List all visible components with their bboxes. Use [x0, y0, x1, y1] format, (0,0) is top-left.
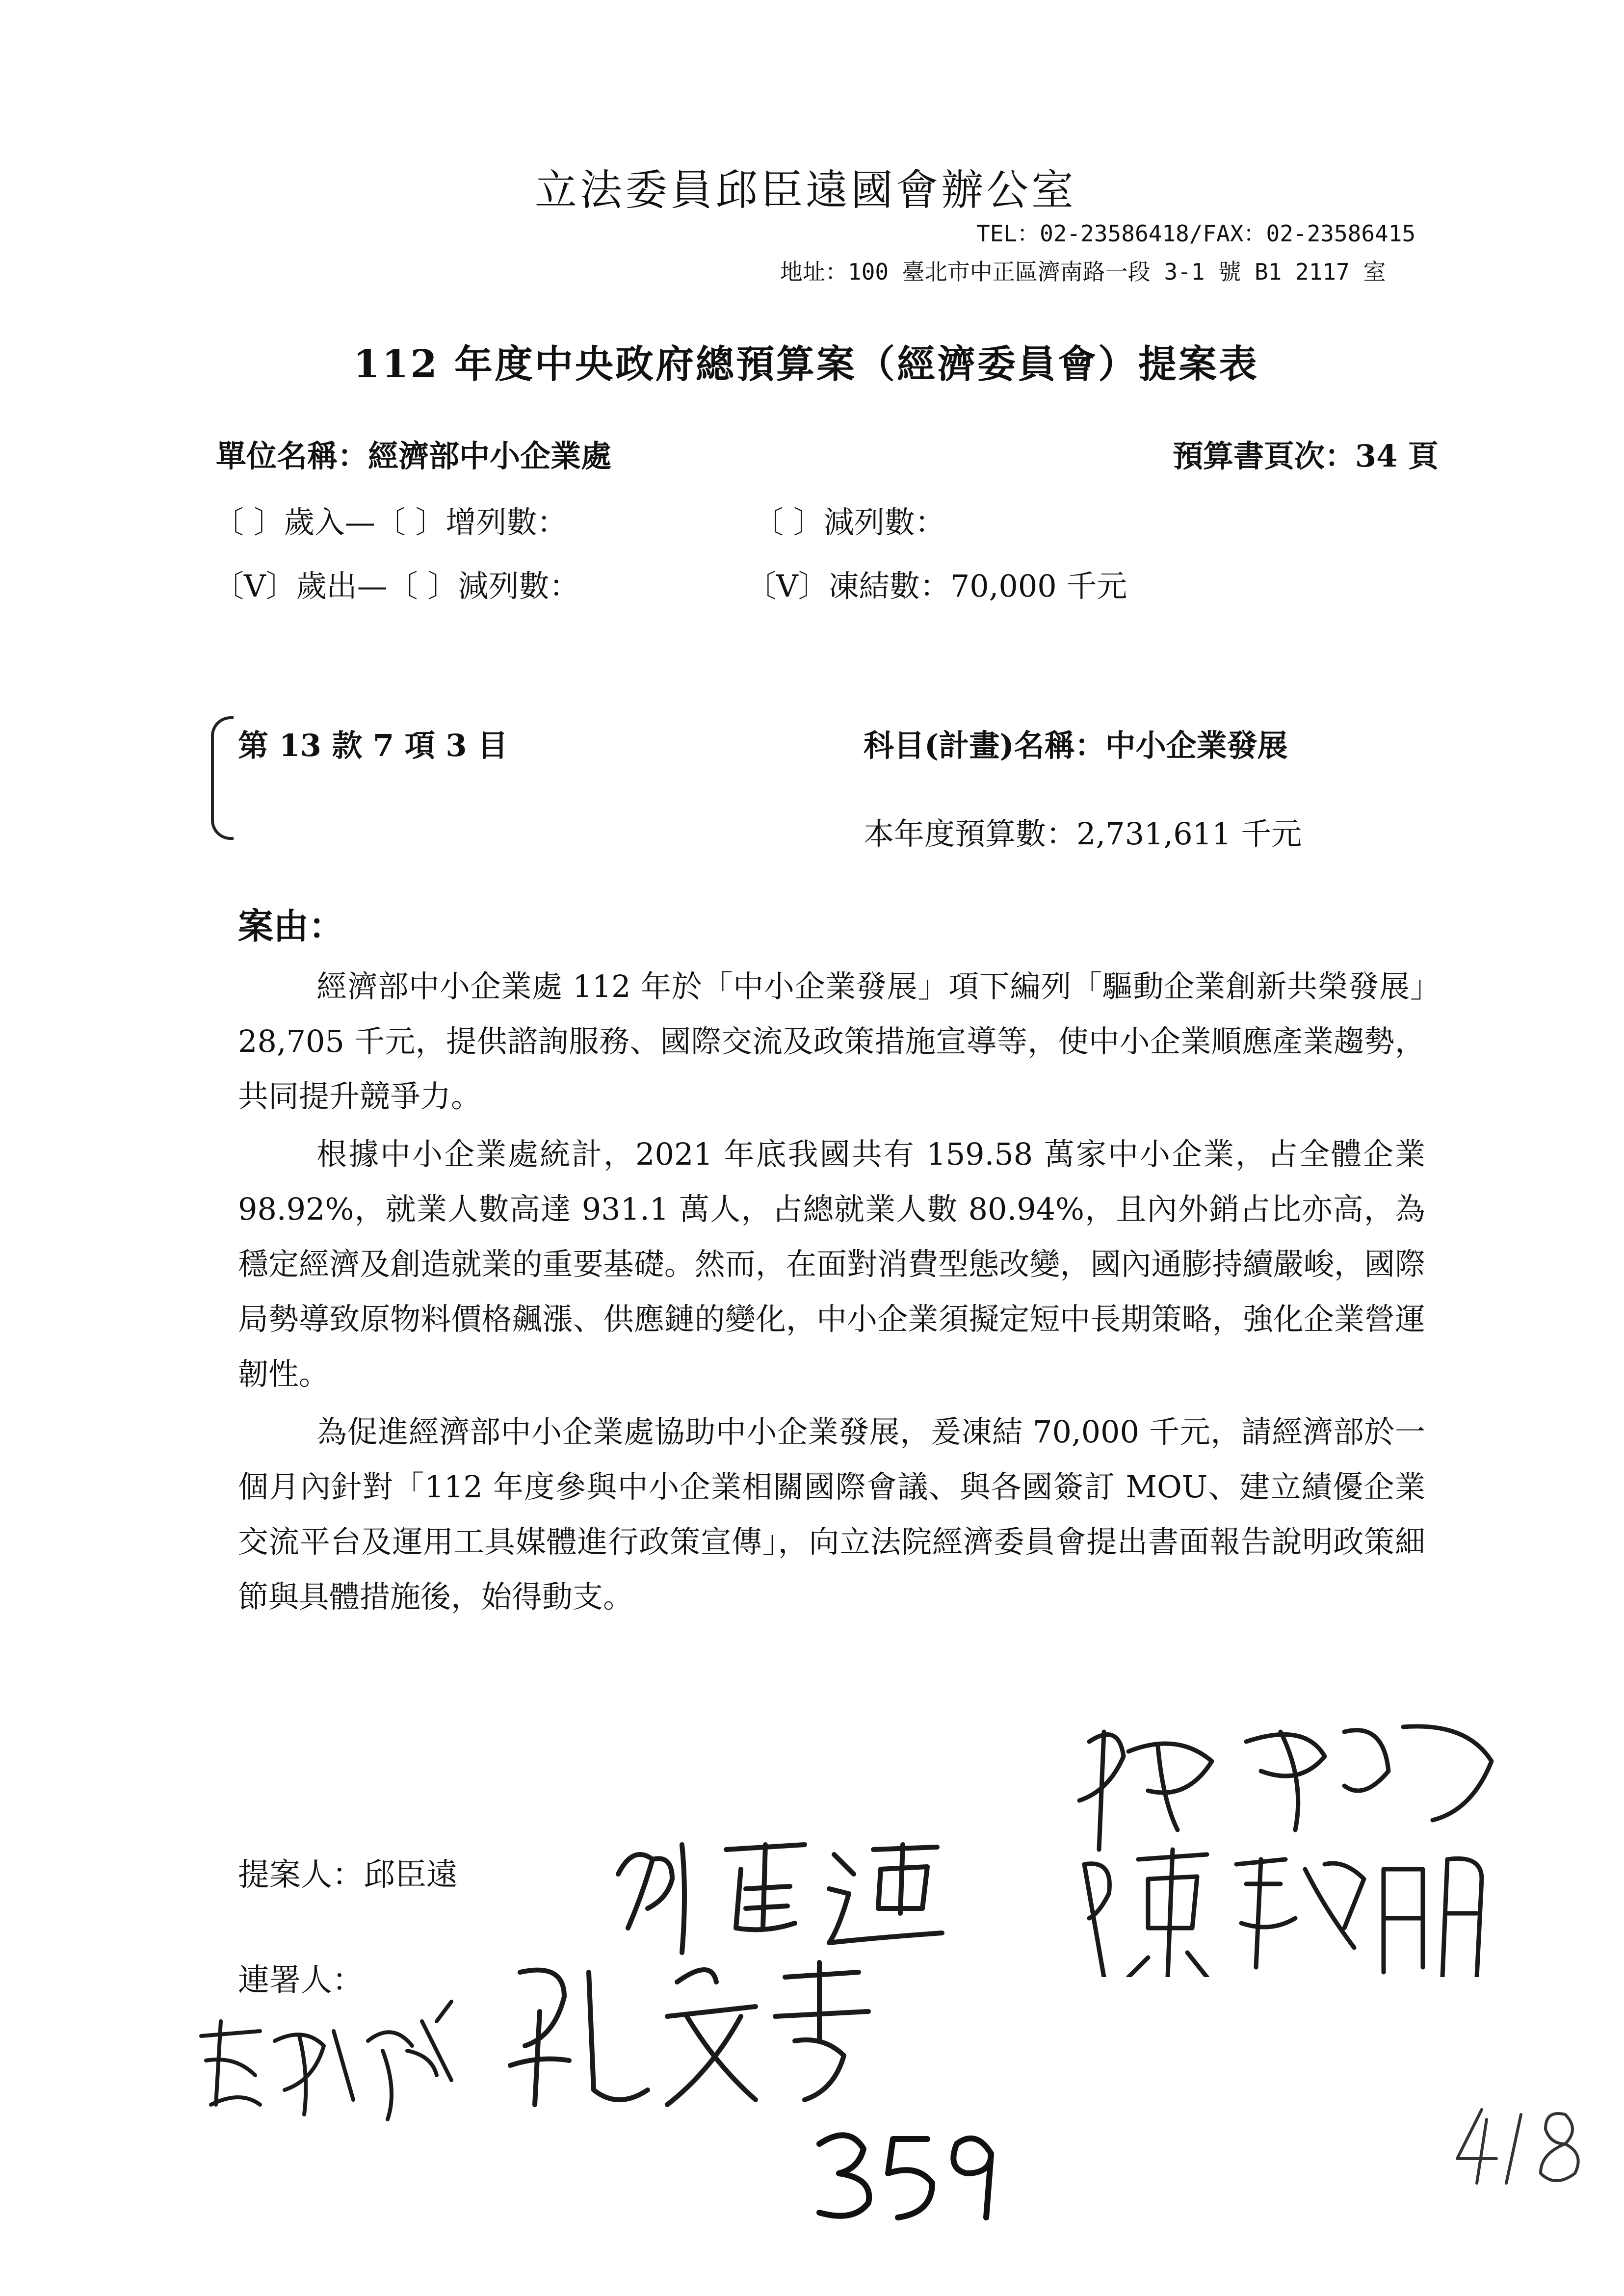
reason-body [238, 959, 1425, 1627]
bracket-mark [211, 716, 234, 840]
address: 地址：100 臺北市中正區濟南路一段 3-1 號 B1 2117 室 [780, 259, 1386, 285]
expenditure-option: 〔V〕歲出—〔 〕減列數： [213, 568, 580, 604]
budget-page: 預算書頁次：34 頁 [1173, 438, 1439, 474]
reason-paragraph: 根據中小企業處統計，2021 年底我國共有 159.58 萬家中小企業，占全體企業 98.92%，就業人數高達 931.1 萬人，占總就業人數 80.94%，且內外銷占比亦高，為穩定經濟及創造就業的重要基礎。然而，在面對消費型態改變，國內通膨持續嚴峻，國際局勢導致原物料價格飆漲、供應鏈的變化，中小企業須擬定短中長期策略，強化企業營運韌性。 [238, 1136, 1425, 1392]
page-number-center [805, 2119, 1011, 2227]
tel-fax: TEL：02-23586418/FAX：02-23586415 [976, 220, 1416, 247]
unit-name: 單位名稱：經濟部中小企業處 [216, 438, 612, 474]
freeze-amount: 〔V〕凍結數：70,000 千元 [746, 568, 1127, 604]
reason-paragraph: 經濟部中小企業處 112 年於「中小企業發展」項下編列「驅動企業創新共榮發展」28,705 千元，提供諮詢服務、國際交流及政策措施宣導等，使中小企業順應產業趨勢，共同提升競爭力。 [238, 968, 1425, 1114]
office-name: 立法委員邱臣遠國會辦公室 [535, 166, 1076, 215]
subject-name: 科目(計畫)名稱：中小企業發展 [864, 728, 1288, 763]
annual-budget: 本年度預算數：2,731,611 千元 [864, 816, 1302, 852]
revenue-option: 〔 〕歲入—〔 〕增列數： [213, 504, 568, 540]
cosigners-label: 連署人： [238, 1962, 364, 1999]
signature-cosigner-3 [177, 1992, 481, 2139]
signature-cosigner-2 [481, 1943, 883, 2149]
document-title: 112 年度中央政府總預算案（經濟委員會）提案表 [353, 342, 1259, 387]
revenue-minus-option: 〔 〕減列數： [753, 504, 945, 540]
reason-label: 案由： [238, 905, 344, 947]
proposer: 提案人：邱臣遠 [238, 1857, 458, 1893]
article-item: 第 13 款 7 項 3 目 [238, 728, 508, 763]
signature-cosigner-1 [1050, 1702, 1550, 1977]
reason-paragraph: 為促進經濟部中小企業處協助中小企業發展，爰凍結 70,000 千元，請經濟部於一個月內針對「112 年度參與中小企業相關國際會議、與各國簽訂 MOU、建立績優企業交流平台及運用工具媒體進行政策宣傳」，向立法院經濟委員會提出書面報告說明政策細節與具體措施後，始得動支。 [238, 1414, 1425, 1615]
page-number-right [1447, 2100, 1595, 2198]
